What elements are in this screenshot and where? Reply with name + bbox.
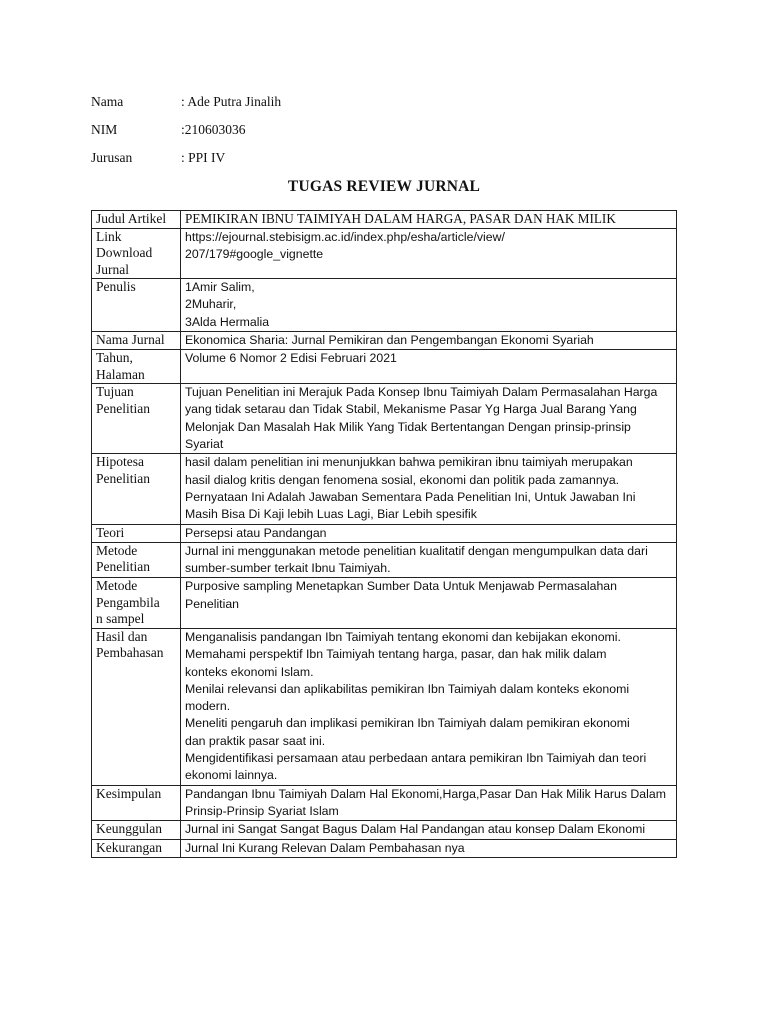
major-value: : PPI IV bbox=[181, 150, 226, 165]
row-label: Metode Penelitian bbox=[92, 542, 181, 578]
row-label: Judul Artikel bbox=[92, 211, 181, 229]
table-row bbox=[92, 524, 677, 542]
row-label: Tujuan Penelitian bbox=[92, 384, 181, 454]
theory: Persepsi atau Pandangan bbox=[181, 524, 677, 542]
hypothesis: hasil dalam penelitian ini menunjukkan bahwa pemikiran ibnu taimiyah merupakan hasil dialog kritis dengan fenomena sosial, ekonomi dan politik pada zamannya. Pernyataan Ini Adalah Jawaban Sementara Pada Penelitian Ini, Untuk Jawaban Ini Masih Bisa Di Kaji lebih Luas Lagi, Biar Lebih spesifik bbox=[181, 454, 677, 524]
table-row bbox=[92, 211, 677, 229]
strengths: Jurnal ini Sangat Sangat Bagus Dalam Hal Pandangan atau konsep Dalam Ekonomi bbox=[181, 821, 677, 839]
table-row bbox=[92, 350, 677, 384]
row-label: Teori bbox=[92, 524, 181, 542]
row-label: Tahun, Halaman bbox=[92, 350, 181, 384]
name-value: : Ade Putra Jinalih bbox=[181, 94, 282, 109]
results-discussion: Menganalisis pandangan Ibn Taimiyah tentang ekonomi dan kebijakan ekonomi. Memahami perspektif Ibn Taimiyah tentang harga, pasar, dan hak milik dalam konteks ekonomi Islam. Menilai relevansi dan aplikabilitas pemikiran Ibn Taimiyah dalam konteks ekonomi modern. Meneliti pengaruh dan implikasi pemikiran Ibn Taimiyah dalam pemikiran ekonomi dan praktik pasar saat ini. Mengidentifikasi persamaan atau perbedaan antara pemikiran Ibn Taimiyah dan teori ekonomi lainnya. bbox=[181, 628, 677, 785]
article-title: PEMIKIRAN IBNU TAIMIYAH DALAM HARGA, PASAR DAN HAK MILIK bbox=[181, 211, 677, 229]
table-row bbox=[92, 785, 677, 821]
nim-label: NIM bbox=[91, 122, 118, 137]
table-row bbox=[92, 331, 677, 349]
conclusion: Pandangan Ibnu Taimiyah Dalam Hal Ekonomi,Harga,Pasar Dan Hak Milik Harus Dalam Prinsip-Prinsip Syariat Islam bbox=[181, 785, 677, 821]
table-row bbox=[92, 454, 677, 524]
sampling-method: Purposive sampling Menetapkan Sumber Data Untuk Menjawab Permasalahan Penelitian bbox=[181, 578, 677, 629]
table-row bbox=[92, 578, 677, 629]
row-label: Penulis bbox=[92, 279, 181, 332]
research-method: Jurnal ini menggunakan metode penelitian kualitatif dengan mengumpulkan data dari sumber-sumber terkait Ibnu Taimiyah. bbox=[181, 542, 677, 578]
table-row bbox=[92, 228, 677, 279]
row-label: Nama Jurnal bbox=[92, 331, 181, 349]
document-title: TUGAS REVIEW JURNAL bbox=[287, 178, 481, 195]
table-row bbox=[92, 821, 677, 839]
row-label: Link Download Jurnal bbox=[92, 228, 181, 279]
row-label: Kesimpulan bbox=[92, 785, 181, 821]
download-link[interactable]: https://ejournal.stebisigm.ac.id/index.php/esha/article/view/ 207/179#google_vignette bbox=[181, 228, 677, 279]
row-label: Hipotesa Penelitian bbox=[92, 454, 181, 524]
weaknesses: Jurnal Ini Kurang Relevan Dalam Pembahasan nya bbox=[181, 839, 677, 857]
review-table bbox=[91, 210, 677, 858]
table-row bbox=[92, 384, 677, 454]
row-label: Hasil dan Pembahasan bbox=[92, 628, 181, 785]
journal-name: Ekonomica Sharia: Jurnal Pemikiran dan Pengembangan Ekonomi Syariah bbox=[181, 331, 677, 349]
year-pages: Volume 6 Nomor 2 Edisi Februari 2021 bbox=[181, 350, 677, 384]
name-label: Nama bbox=[91, 94, 124, 109]
row-label: Keunggulan bbox=[92, 821, 181, 839]
major-label: Jurusan bbox=[91, 150, 133, 165]
table-row bbox=[92, 628, 677, 785]
row-label: Kekurangan bbox=[92, 839, 181, 857]
table-row bbox=[92, 279, 677, 332]
research-goal: Tujuan Penelitian ini Merajuk Pada Konsep Ibnu Taimiyah Dalam Permasalahan Harga yang tidak setarau dan Tidak Stabil, Mekanisme Pasar Yg Harga Jual Barang Yang Melonjak Dan Masalah Hak Milik Yang Tidak Bertentangan Dengan prinsip-prinsip Syariat bbox=[181, 384, 677, 454]
row-label: Metode Pengambila n sampel bbox=[92, 578, 181, 629]
authors: 1Amir Salim, 2Muharir, 3Alda Hermalia bbox=[181, 279, 677, 332]
table-row bbox=[92, 839, 677, 857]
table-row bbox=[92, 542, 677, 578]
nim-value: :210603036 bbox=[181, 122, 246, 137]
